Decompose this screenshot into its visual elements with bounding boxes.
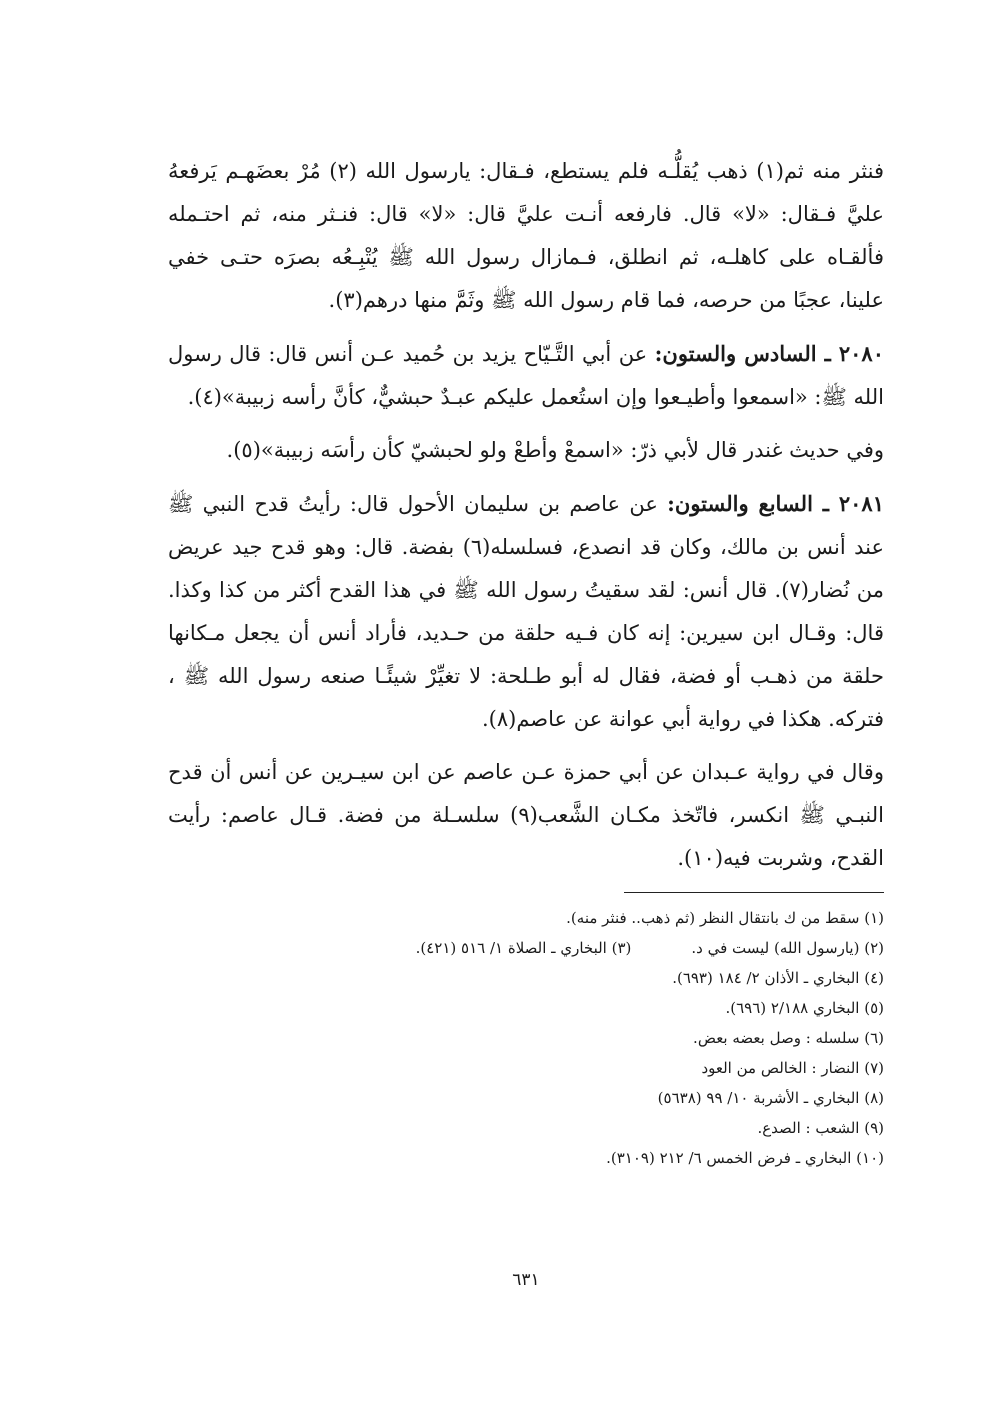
footnote-8: (٨) البخاري ـ الأشربة ١٠/ ٩٩ (٥٦٣٨)	[657, 1089, 884, 1107]
paragraph-ghundar-text: وفي حديث غندر قال لأبي ذرّ: «اسمعْ وأطعْ ولو لحبشيّ كأن رأسَه زبيبة»(٥).	[226, 438, 884, 462]
hadith-2081-text: عن عاصم بن سليمان الأحول قال: رأيتُ قدح النبي ﷺ عند أنس بن مالك، وكان قد انصدع، فسلسله(٦) بفضة. قال: وهو قدح جيد عريض من نُضار(٧). قال أنس: لقد سقيتُ رسول الله ﷺ في هذا القدح أكثر من كذا وكذا. قال: وقـال ابن سيرين: إنه كان فـيه حلقة من حـديد، فأراد أنس أن يجعل مـكانها حلقة من ذهـب أو فضة، فقال له أبو طـلحة: لا تغيِّرْ شيئًـا صنعه رسول الله ﷺ ، فتركه. هكذا في رواية أبي عوانة عن عاصم(٨).	[168, 492, 884, 731]
paragraph-1-text: فنثر منه ثم(١) ذهب يُقلُّـه فلم يستطع، فـقال: يارسول الله (٢) مُرْ بعضَهـم يَرفعهُ عليَّ فـقال: «لا» قال. فارفعه أنـت عليَّ قال: «لا» قال: فنـثر منه، ثم احتـمله فألقـاه على كاهلـه، ثم انطلق، فـمازال رسول الله ﷺ يُتْبِـعُه بصرَه حتـى خفي علينا، عجبًا من حرصه، فما قام رسول الله ﷺ وثَمَّ منها درهم(٣).	[168, 159, 884, 312]
footnotes	[168, 903, 884, 1173]
paragraph-abdan	[168, 751, 884, 880]
footnote-row-2-3	[168, 933, 884, 963]
footnote-divider	[624, 892, 884, 893]
book-page	[168, 150, 884, 1390]
paragraph-abdan-text: وقال في رواية عـبدان عن أبي حمزة عـن عاصم عن ابن سيـرين عن أنس أن قدح النبـي ﷺ انكسر، فاتّخذ مكـان الشَّعب(٩) سلسـلة من فضة. قـال عاصم: رأيت القدح، وشربت فيه(١٠).	[168, 760, 884, 870]
hadith-2080	[168, 332, 884, 419]
footnote-4: (٤) البخاري ـ الأذان ٢/ ١٨٤ (٦٩٣).	[672, 969, 884, 987]
paragraph-ghundar	[168, 429, 884, 472]
footnote-6: (٦) سلسله : وصل بعضه بعض.	[693, 1029, 884, 1047]
hadith-2080-heading: ٢٠٨٠ ـ السادس والستون:	[654, 341, 884, 366]
footnote-1: (١) سقط من ك بانتقال النظر (ثم ذهب.. فنثر منه).	[566, 909, 884, 927]
hadith-2081-heading: ٢٠٨١ ـ السابع والستون:	[667, 491, 884, 516]
hadith-2080-text: عن أبي التَّـيّاح يزيد بن حُميد عـن أنس قال: قال رسول الله ﷺ: «اسمعوا وأطيـعوا وإن استُعمل عليكم عبـدٌ حبشيٌّ، كأنَّ رأسه زبيبة»(٤).	[168, 342, 884, 409]
footnote-5: (٥) البخاري ٢/١٨٨ (٦٩٦).	[725, 999, 884, 1017]
paragraph-1	[168, 150, 884, 322]
page-number: ٦٣١	[512, 1270, 540, 1290]
footnote-9: (٩) الشعب : الصدع.	[757, 1119, 884, 1137]
footnote-10: (١٠) البخاري ـ فرض الخمس ٦/ ٢١٢ (٣١٠٩).	[606, 1149, 884, 1167]
footnote-2: (٢) (يارسول الله) ليست في د.	[691, 939, 884, 957]
footnote-7: (٧) النضار : الخالص من العود	[701, 1059, 884, 1077]
footnote-3: (٣) البخاري ـ الصلاة ١/ ٥١٦ (٤٢١).	[415, 939, 632, 957]
hadith-2081	[168, 482, 884, 741]
